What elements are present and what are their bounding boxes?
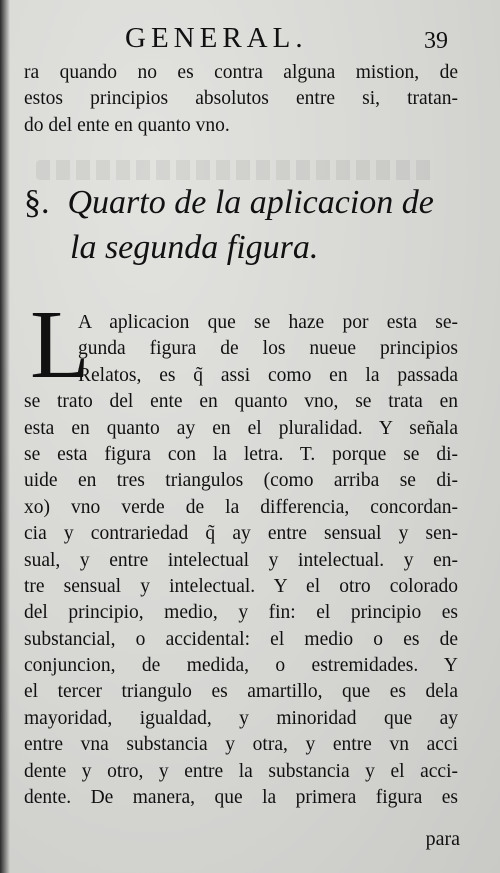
- running-head: GENERAL.: [125, 22, 308, 54]
- text-line: do del ente en quanto vno.: [24, 114, 230, 136]
- text-line: uide en tres triangulos (como arriba se di-: [24, 470, 458, 492]
- text-line: dente. De manera, que la primera figura es: [24, 787, 458, 809]
- text-line: sual, y entre intelectual y intelectual. y en-: [24, 549, 458, 571]
- heading-line-2: la segunda figura.: [70, 229, 319, 266]
- text-line: del principio, medio, y fin: el principio es: [24, 602, 458, 624]
- text-line: cia y contrariedad q̃ ay entre sensual y sen-: [24, 523, 458, 545]
- gutter-shadow: [0, 0, 10, 873]
- page-number: 39: [424, 28, 448, 54]
- catchword: para: [425, 828, 460, 850]
- text-line: substancial, o accidental: el medio o es de: [24, 628, 458, 650]
- text-line: estos principios absolutos entre si, tratan-: [24, 88, 458, 110]
- text-line: Relatos, es q̃ assi como en la passada: [78, 364, 458, 386]
- text-line: esta en quanto ay en el pluralidad. Y señala: [24, 417, 458, 439]
- text-line: gunda figura de los nueue principios: [78, 338, 458, 360]
- intro-paragraph: [24, 60, 458, 139]
- body-paragraph: [24, 310, 458, 811]
- heading-line-1: Quarto de la aplicacion de: [67, 184, 434, 221]
- text-line: mayoridad, igualdad, y minoridad que ay: [24, 707, 458, 729]
- text-line: xo) vno verde de la differencia, concordan-: [24, 496, 458, 518]
- drop-cap: L: [30, 291, 90, 399]
- text-line: se esta figura con la letra. T. porque se di-: [24, 443, 458, 465]
- text-line: se trato del ente en quanto vno, se trata en: [24, 391, 458, 413]
- section-heading: [24, 180, 464, 270]
- text-line: el tercer triangulo es amartillo, que es dela: [24, 681, 458, 703]
- show-through-text: [36, 160, 436, 180]
- text-line: dente y otro, y entre la substancia y el acci-: [24, 760, 458, 782]
- text-line: A aplicacion que se haze por esta se-: [78, 312, 458, 333]
- text-line: tre sensual y intelectual. Y el otro colorado: [24, 575, 458, 597]
- text-line: conjuncion, de medida, o estremidades. Y: [24, 655, 458, 677]
- text-line: ra quando no es contra alguna mistion, de: [24, 62, 458, 83]
- text-line: entre vna substancia y otra, y entre vn acci: [24, 734, 458, 756]
- section-mark: §.: [24, 184, 50, 221]
